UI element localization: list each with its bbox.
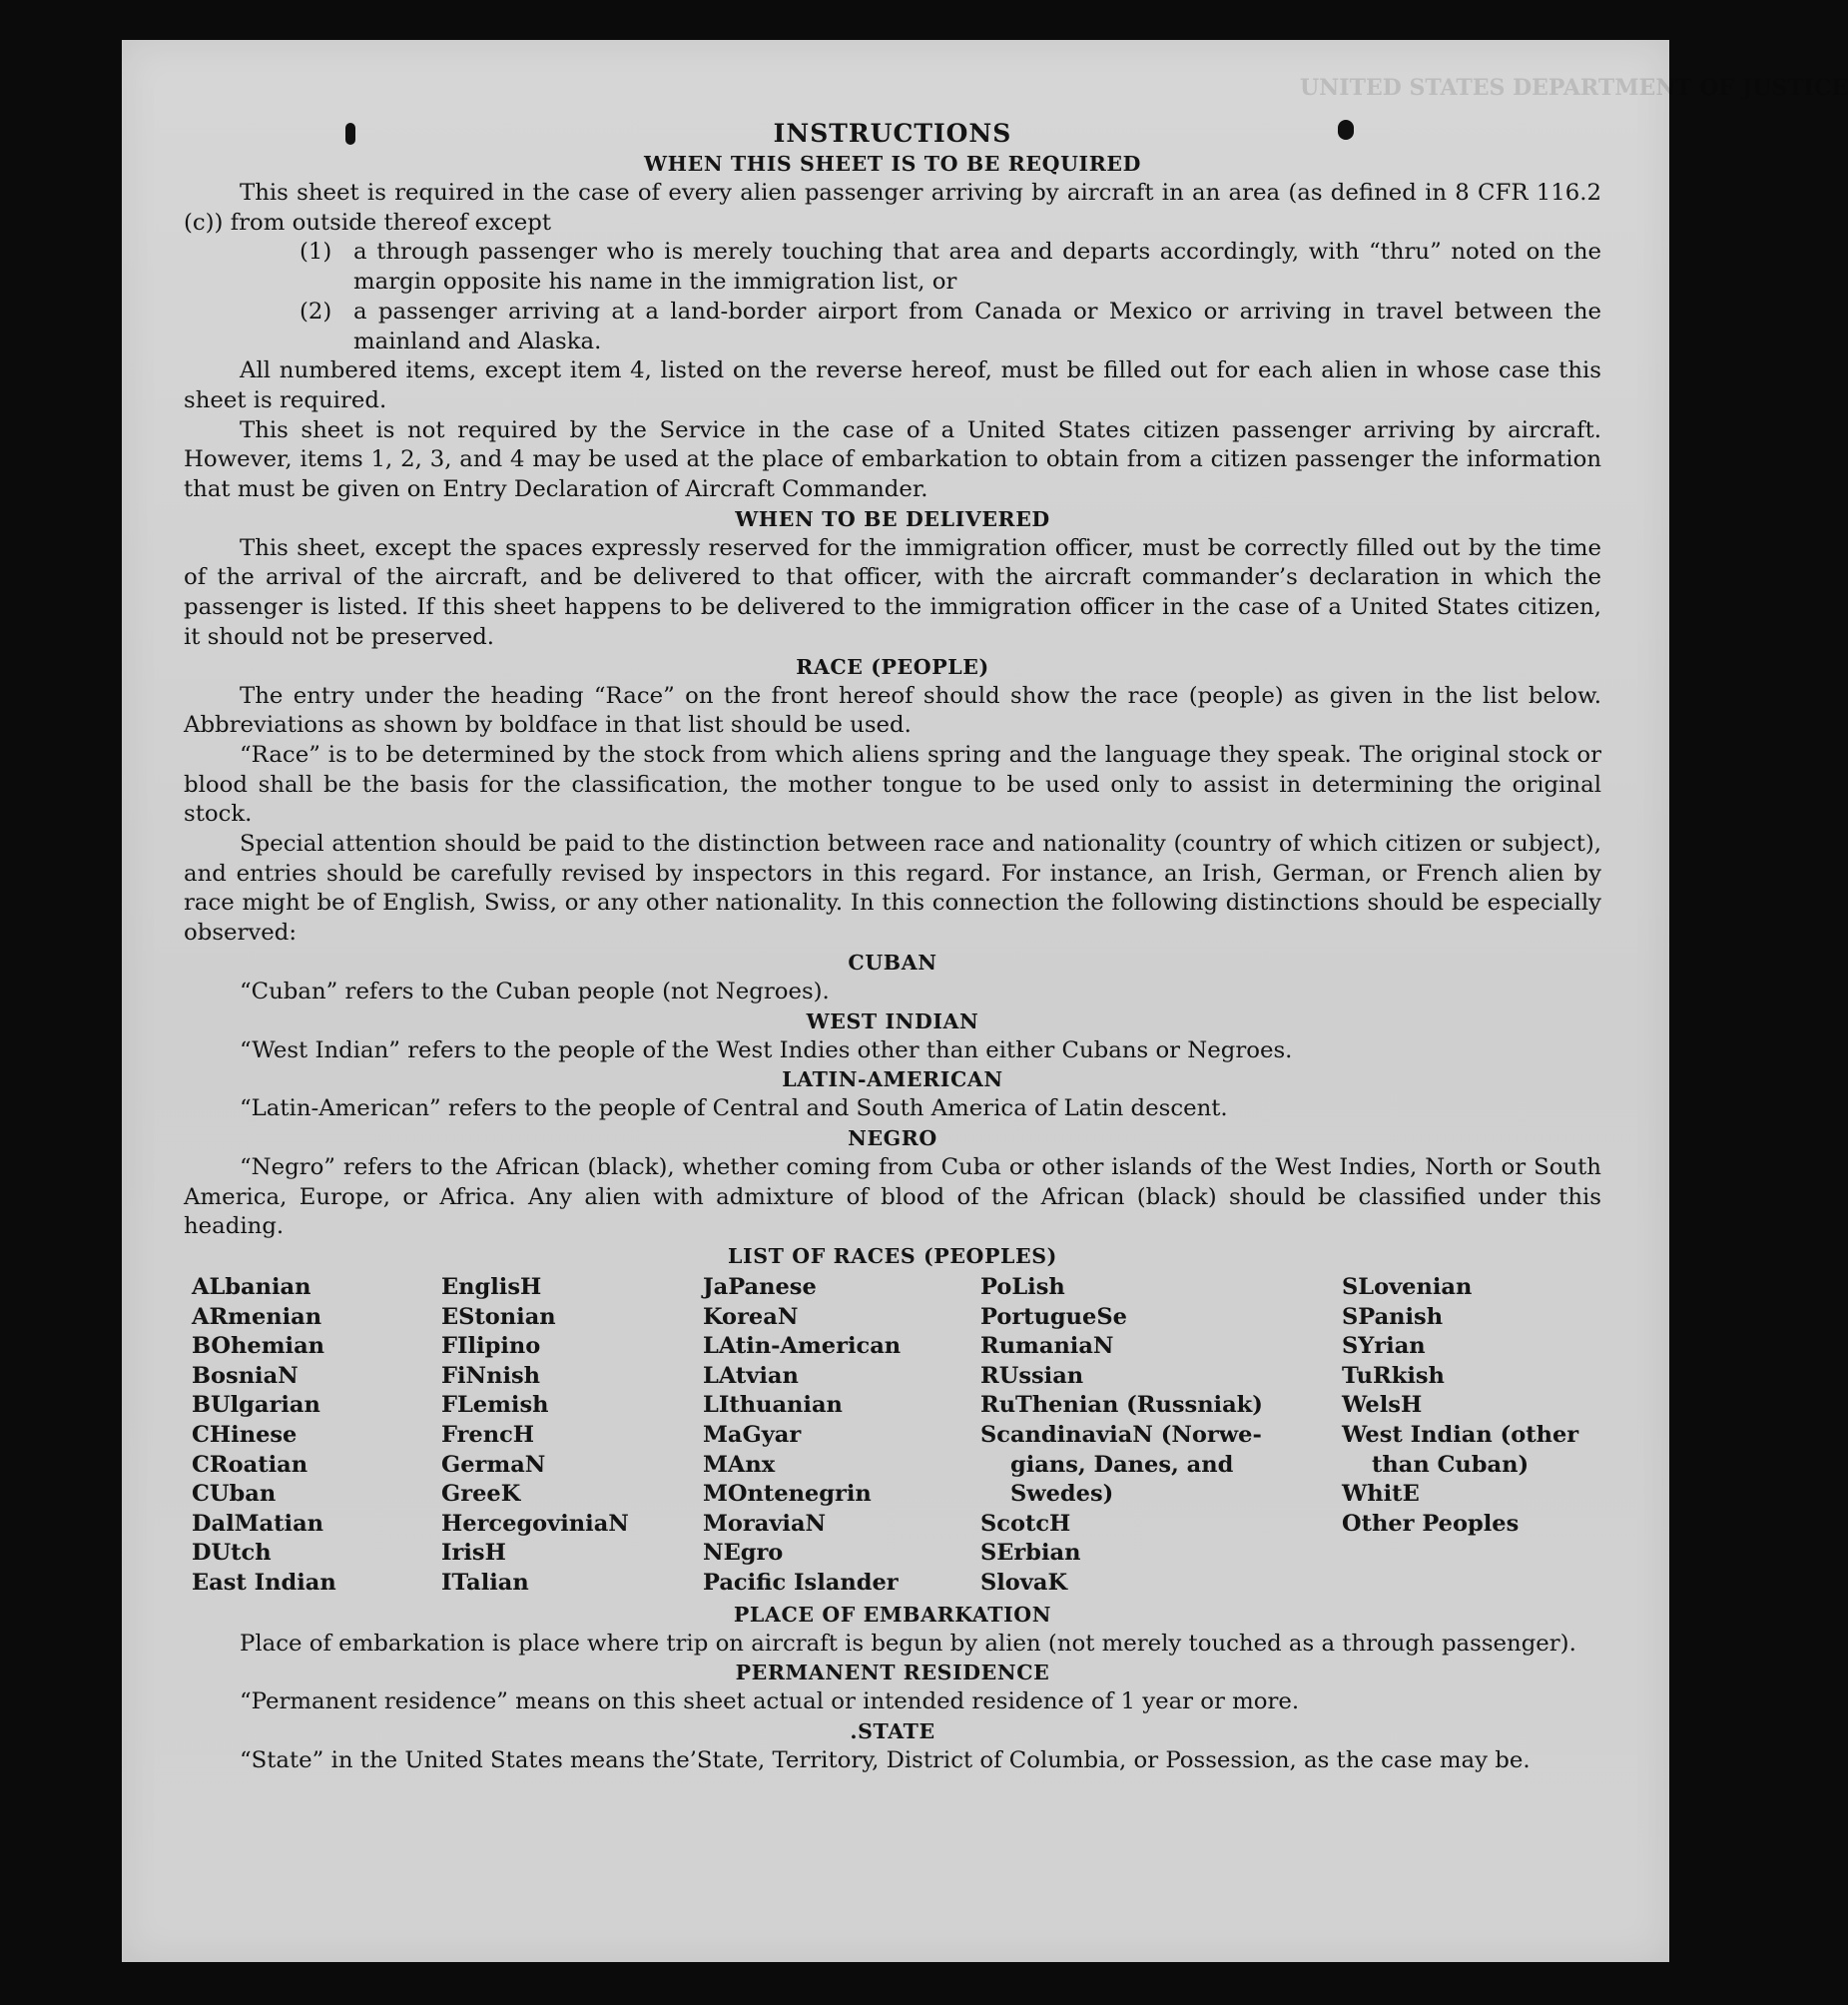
race-entry: GreeK [441, 1481, 521, 1508]
race-entry: CHinese [192, 1422, 298, 1449]
heading-when-delivered: WHEN TO BE DELIVERED [735, 506, 1050, 531]
race-entry: FIlipino [441, 1333, 541, 1360]
race-entry: WelsH [1342, 1392, 1423, 1419]
heading-west-indian: WEST INDIAN [806, 1008, 979, 1033]
race-entry-continuation: Swedes) [1010, 1481, 1114, 1508]
race-entry: Pacific Islander [703, 1570, 899, 1597]
item-number: (2) [300, 298, 332, 325]
race-entry: TuRkish [1342, 1362, 1445, 1389]
race-entry: HercegoviniaN [441, 1510, 629, 1537]
race-entry: DUtch [192, 1540, 272, 1567]
paragraph: “Cuban” refers to the Cuban people (not Negroes). [240, 978, 830, 1004]
paragraph: “Latin-American” refers to the people of Central and South America of Latin descent. [240, 1095, 1228, 1122]
race-column [703, 1273, 980, 1599]
race-entry: FiNnish [441, 1362, 541, 1389]
race-entry: ARmenian [192, 1303, 322, 1330]
paragraph: Place of embarkation is place where trip on aircraft is begun by alien (not merely touched as a through passenger). [240, 1630, 1576, 1657]
race-entry: LIthuanian [703, 1392, 843, 1419]
heading-permanent-residence: PERMANENT RESIDENCE [735, 1661, 1050, 1685]
race-entry: MaGyar [703, 1422, 802, 1449]
race-entry: SlovaK [980, 1570, 1068, 1597]
heading-latin-american: LATIN-AMERICAN [782, 1067, 1003, 1092]
paragraph: “Permanent residence” means on this sheet actual or intended residence of 1 year or more. [240, 1688, 1300, 1715]
list-item [300, 298, 1601, 356]
race-entry: RUssian [980, 1362, 1084, 1389]
heading-negro: NEGRO [848, 1125, 937, 1150]
heading-race: RACE (PEOPLE) [796, 654, 989, 679]
paragraph: All numbered items, except item 4, listed on the reverse hereof, must be filled out for each alien in whose case this sheet is required. [184, 357, 1601, 413]
heading-when-required: WHEN THIS SHEET IS TO BE REQUIRED [644, 152, 1141, 176]
race-entry: WhitE [1342, 1481, 1420, 1508]
race-entry: GermaN [441, 1451, 546, 1478]
race-entry: ScandinaviaN (Norwe- [980, 1422, 1262, 1449]
race-entry: EStonian [441, 1303, 556, 1330]
race-entry: EnglisH [441, 1274, 542, 1301]
race-entry: BosniaN [192, 1362, 299, 1389]
race-entry: PoLish [980, 1274, 1065, 1301]
race-entry: KoreaN [703, 1303, 799, 1330]
race-column [192, 1273, 441, 1599]
page-title: INSTRUCTIONS [773, 119, 1012, 148]
race-entry: ScotcH [980, 1510, 1071, 1537]
race-entry: NEgro [703, 1540, 784, 1567]
paragraph: The entry under the heading “Race” on the front hereof should show the race (people) as given in the list below. Abbreviations as shown by boldface in that list should be used. [184, 682, 1601, 739]
race-list [192, 1273, 1601, 1599]
race-entry: SPanish [1342, 1303, 1444, 1330]
heading-state: .STATE [850, 1719, 935, 1744]
race-entry: ITalian [441, 1570, 529, 1597]
race-entry: West Indian (other [1342, 1422, 1579, 1449]
race-column [441, 1273, 703, 1599]
race-entry: PortugueSe [980, 1303, 1127, 1330]
race-entry: DalMatian [192, 1510, 324, 1537]
bleed-through-text: UNITED STATES DEPARTMENT OF JUSTICE [1300, 75, 1848, 101]
paragraph: This sheet is not required by the Service in the case of a United States citizen passenger arriving by aircraft. However, items 1, 2, 3, and 4 may be used at the place of embarkation to obtain from a citizen passenger the information that must be given on Entry Declaration of Aircraft Commander. [184, 416, 1601, 503]
race-entry: CRoatian [192, 1451, 308, 1478]
race-entry: MOntenegrin [703, 1481, 872, 1508]
race-entry: ALbanian [192, 1274, 311, 1301]
race-entry: LAtin-American [703, 1333, 902, 1360]
heading-place-of-embarkation: PLACE OF EMBARKATION [733, 1602, 1052, 1627]
paragraph: “Race” is to be determined by the stock from which aliens spring and the language they speak. The original stock or blood shall be the basis for the classification, the mother tongue to be used only to assist in determining the original stock. [184, 741, 1601, 828]
paragraph: Special attention should be paid to the distinction between race and nationality (country of which citizen or subject), and entries should be carefully revised by inspectors in this regard. For instance, an Irish, German, or French alien by race might be of English, Swiss, or any other nationality. In this connection the following distinctions should be especially observed: [184, 831, 1601, 947]
race-entry: SYrian [1342, 1333, 1426, 1360]
list-item [300, 238, 1601, 297]
race-entry: FrencH [441, 1422, 535, 1449]
race-entry: CUban [192, 1481, 277, 1508]
heading-cuban: CUBAN [848, 950, 937, 975]
race-entry: MoraviaN [703, 1510, 827, 1537]
race-column [1342, 1273, 1601, 1599]
document-content [184, 118, 1601, 1776]
paragraph: “West Indian” refers to the people of the West Indies other than either Cubans or Negroes. [240, 1036, 1293, 1063]
race-entry: MAnx [703, 1451, 776, 1478]
race-entry: East Indian [192, 1570, 336, 1597]
item-text: a passenger arriving at a land-border airport from Canada or Mexico or arriving in travel between the mainland and Alaska. [353, 298, 1601, 354]
race-entry: FLemish [441, 1392, 549, 1419]
paragraph: “Negro” refers to the African (black), whether coming from Cuba or other islands of the West Indies, North or South America, Europe, or Africa. Any alien with admixture of blood of the African (black) should be classified under this heading. [184, 1153, 1601, 1240]
race-entry: RumaniaN [980, 1333, 1114, 1360]
item-text: a through passenger who is merely touching that area and departs accordingly, with “thru” noted on the margin opposite his name in the immigration list, or [353, 239, 1601, 296]
item-number: (1) [300, 239, 332, 266]
race-entry: Other Peoples [1342, 1510, 1520, 1537]
race-entry: SLovenian [1342, 1274, 1473, 1301]
heading-list-of-races: LIST OF RACES (PEOPLES) [728, 1244, 1057, 1269]
race-entry: IrisH [441, 1540, 506, 1567]
race-entry-continuation: gians, Danes, and [1010, 1451, 1234, 1478]
paragraph: This sheet, except the spaces expressly reserved for the immigration officer, must be correctly filled out by the time of the arrival of the aircraft, and be delivered to that officer, with the aircraft commander’s declaration in which the passenger is listed. If this sheet happens to be delivered to the immigration officer in the case of a United States citizen, it should not be preserved. [184, 534, 1601, 650]
race-entry: BUlgarian [192, 1392, 320, 1419]
paragraph: “State” in the United States means the’State, Territory, District of Columbia, or Possession, as the case may be. [240, 1747, 1531, 1774]
race-entry: JaPanese [703, 1274, 817, 1301]
race-column [980, 1273, 1342, 1599]
race-entry: LAtvian [703, 1362, 799, 1389]
race-entry: BOhemian [192, 1333, 325, 1360]
race-entry-continuation: than Cuban) [1372, 1451, 1530, 1478]
race-entry: SErbian [980, 1540, 1081, 1567]
paragraph: This sheet is required in the case of every alien passenger arriving by aircraft in an area (as defined in 8 CFR 116.2 (c)) from outside thereof except [184, 180, 1601, 236]
document-sheet [122, 40, 1848, 1962]
race-entry: RuThenian (Russniak) [980, 1392, 1263, 1419]
